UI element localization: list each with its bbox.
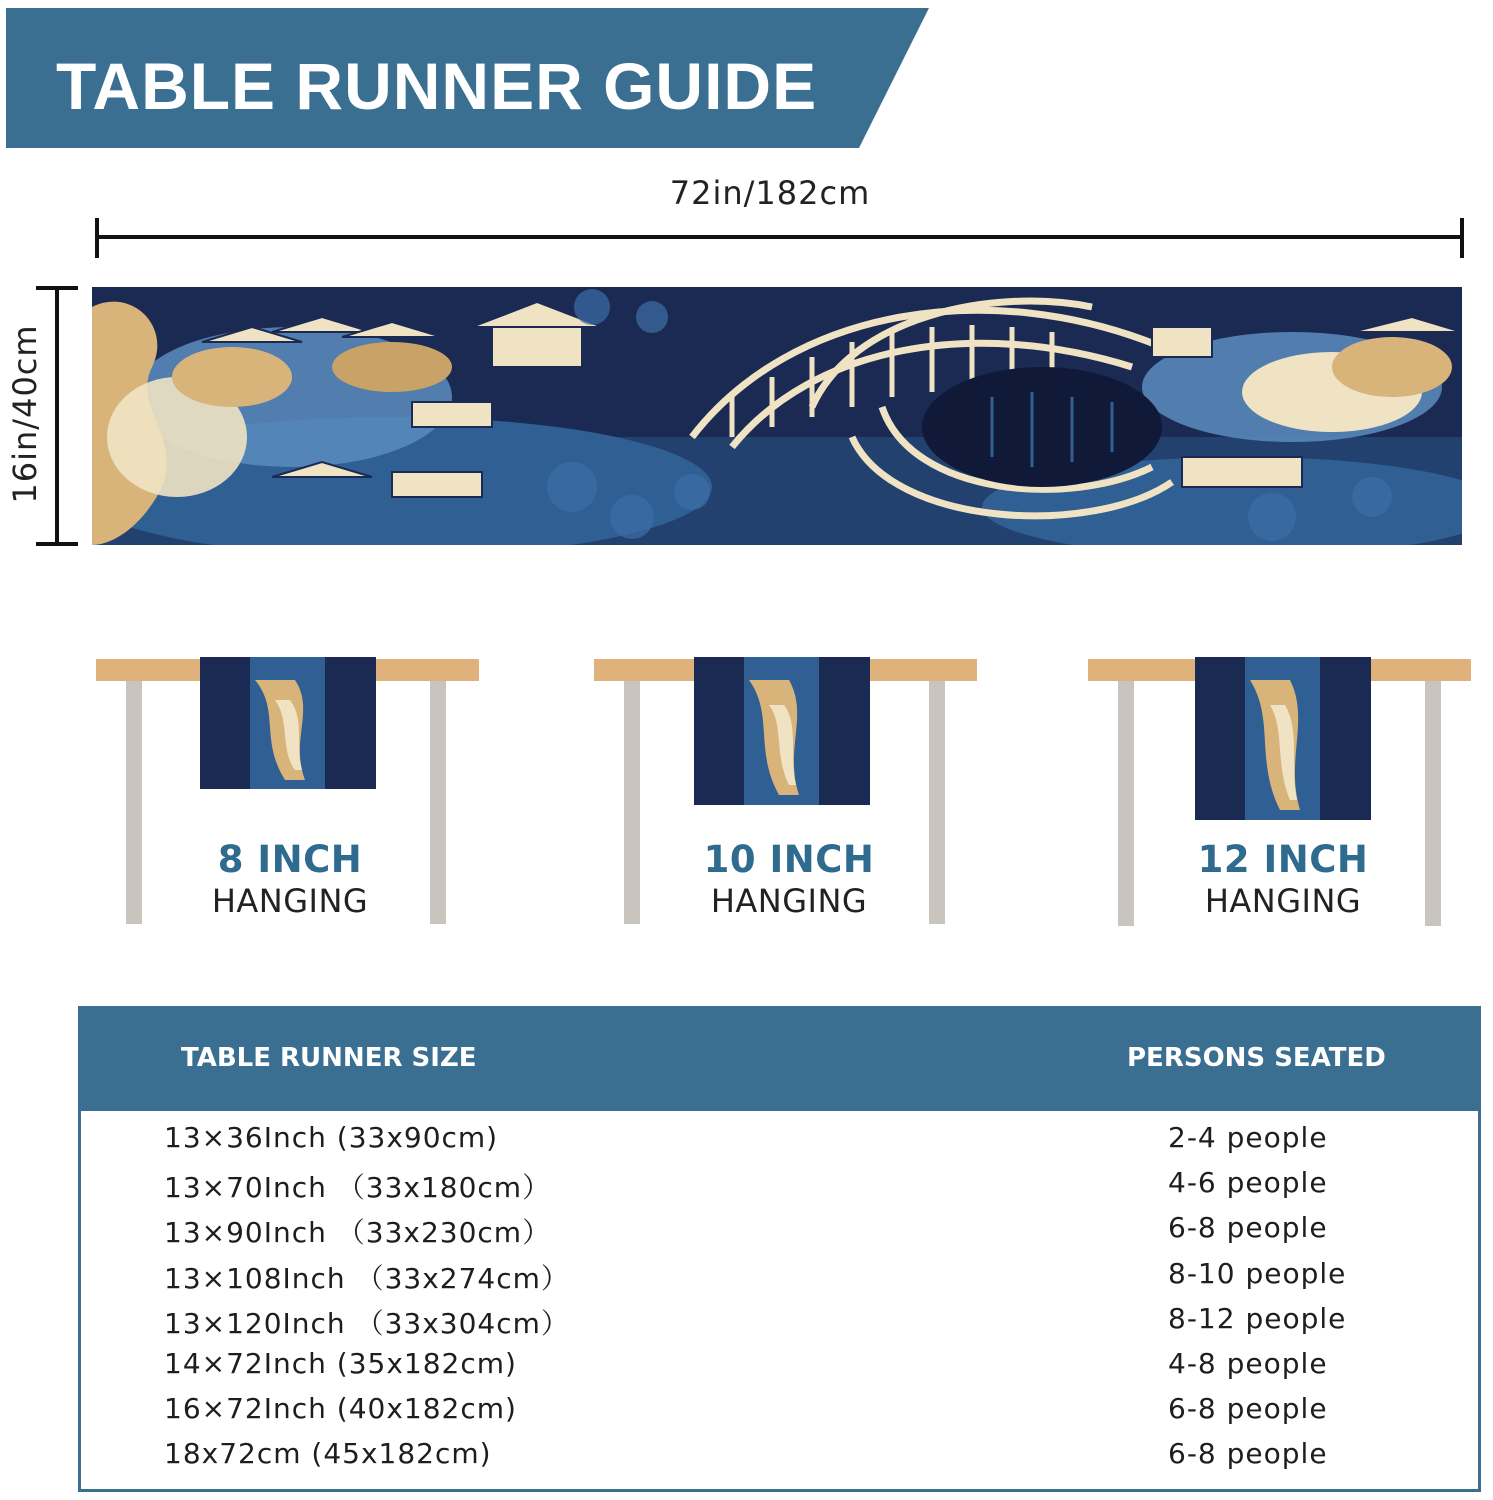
table-row: [81, 1211, 1478, 1256]
persons-cell: 4-8 people: [1168, 1346, 1328, 1380]
hanging-runner-swatch: [1195, 657, 1371, 820]
hanging-runner-swatch: [200, 657, 376, 789]
hanging-word-label: HANGING: [1204, 882, 1362, 920]
table-runner-image: [92, 287, 1462, 545]
table-row: [81, 1392, 1478, 1437]
column-header-size: TABLE RUNNER SIZE: [181, 1043, 477, 1073]
hanging-size-label: 12 INCH: [1197, 838, 1369, 881]
table-row: [81, 1347, 1478, 1392]
hanging-option-12-inch: [1083, 650, 1483, 930]
table-body: [81, 1121, 1478, 1483]
size-cell: 18x72cm (45x182cm): [164, 1437, 492, 1471]
width-dimension-label: 16in/40cm: [6, 324, 44, 504]
size-cell: 13×36Inch (33x90cm): [164, 1121, 499, 1154]
size-cell: 16×72Inch (40x182cm): [164, 1392, 517, 1426]
table-row: [81, 1437, 1478, 1482]
size-cell: 13×120Inch （33x304cm）: [164, 1306, 570, 1340]
table-row: [81, 1302, 1478, 1347]
table-row: [81, 1166, 1478, 1211]
size-cell: 13×108Inch （33x274cm）: [164, 1261, 570, 1295]
table-header: [81, 1009, 1478, 1111]
persons-cell: 6-8 people: [1168, 1437, 1328, 1471]
table-row: [81, 1257, 1478, 1302]
runner-artwork: [92, 287, 1462, 545]
title-banner: [6, 8, 929, 148]
size-cell: 14×72Inch (35x182cm): [164, 1346, 517, 1380]
size-cell: 13×90Inch （33x230cm）: [164, 1216, 552, 1250]
hanging-size-label: 8 INCH: [217, 838, 363, 881]
persons-cell: 2-4 people: [1168, 1121, 1328, 1154]
hanging-runner-swatch: [694, 657, 870, 805]
table-row: [81, 1121, 1478, 1166]
persons-cell: 8-12 people: [1168, 1301, 1347, 1335]
persons-cell: 8-10 people: [1168, 1256, 1347, 1290]
hanging-word-label: HANGING: [710, 882, 868, 920]
hanging-option-10-inch: [589, 650, 989, 930]
length-dimension-label: 72in/182cm: [669, 174, 871, 212]
hanging-option-8-inch: [90, 650, 490, 930]
persons-cell: 4-6 people: [1168, 1166, 1328, 1200]
persons-cell: 6-8 people: [1168, 1392, 1328, 1426]
hanging-size-label: 10 INCH: [703, 838, 875, 881]
hanging-word-label: HANGING: [211, 882, 369, 920]
persons-cell: 6-8 people: [1168, 1211, 1328, 1245]
page-title: TABLE RUNNER GUIDE: [56, 49, 818, 123]
size-table: [78, 1006, 1481, 1492]
column-header-persons: PERSONS SEATED: [1127, 1043, 1386, 1073]
length-dimension-line: [94, 214, 1466, 260]
size-cell: 13×70Inch （33x180cm）: [164, 1171, 552, 1205]
